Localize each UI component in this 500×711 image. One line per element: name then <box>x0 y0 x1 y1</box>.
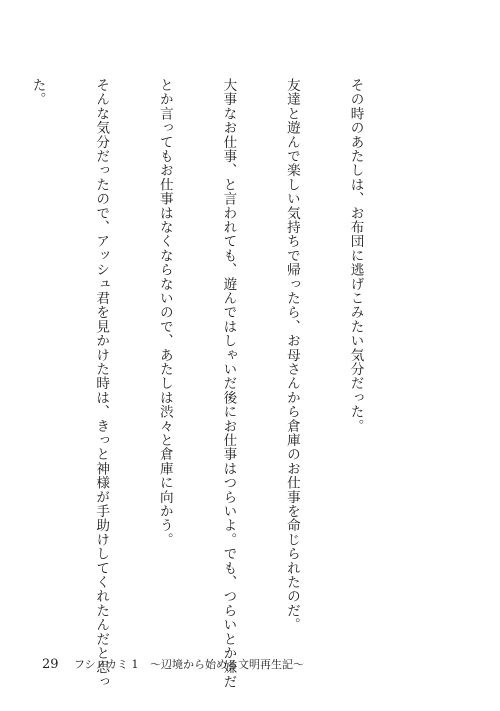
text-line: とか言ってもお仕事はなくならないので、あたしは渋々と倉庫に向かう。 <box>156 78 173 547</box>
text-line: その時のあたしは、お布団に逃げこみたい気分だった。 <box>347 78 364 433</box>
page-number: 29 <box>42 657 59 672</box>
text-line: 大事なお仕事、と言われても、遊んではしゃいだ後にお仕事はつらいよ。でも、つらいとか嫌だ <box>220 78 237 689</box>
book-subtitle: ～辺境から始める文明再生記～ <box>150 658 305 671</box>
text-line: た。 <box>29 78 46 107</box>
text-line: 友達と遊んで楽しい気持ちで帰ったら、お母さんから倉庫のお仕事を命じられたのだ。 <box>283 78 300 632</box>
text-line: そんな気分だったので、アッシュ君を見かけた時は、きっと神様が手助けしてくれたんだと思っ <box>93 78 110 689</box>
page-footer <box>42 656 304 672</box>
book-title: フシノカミ 1 <box>74 658 139 671</box>
